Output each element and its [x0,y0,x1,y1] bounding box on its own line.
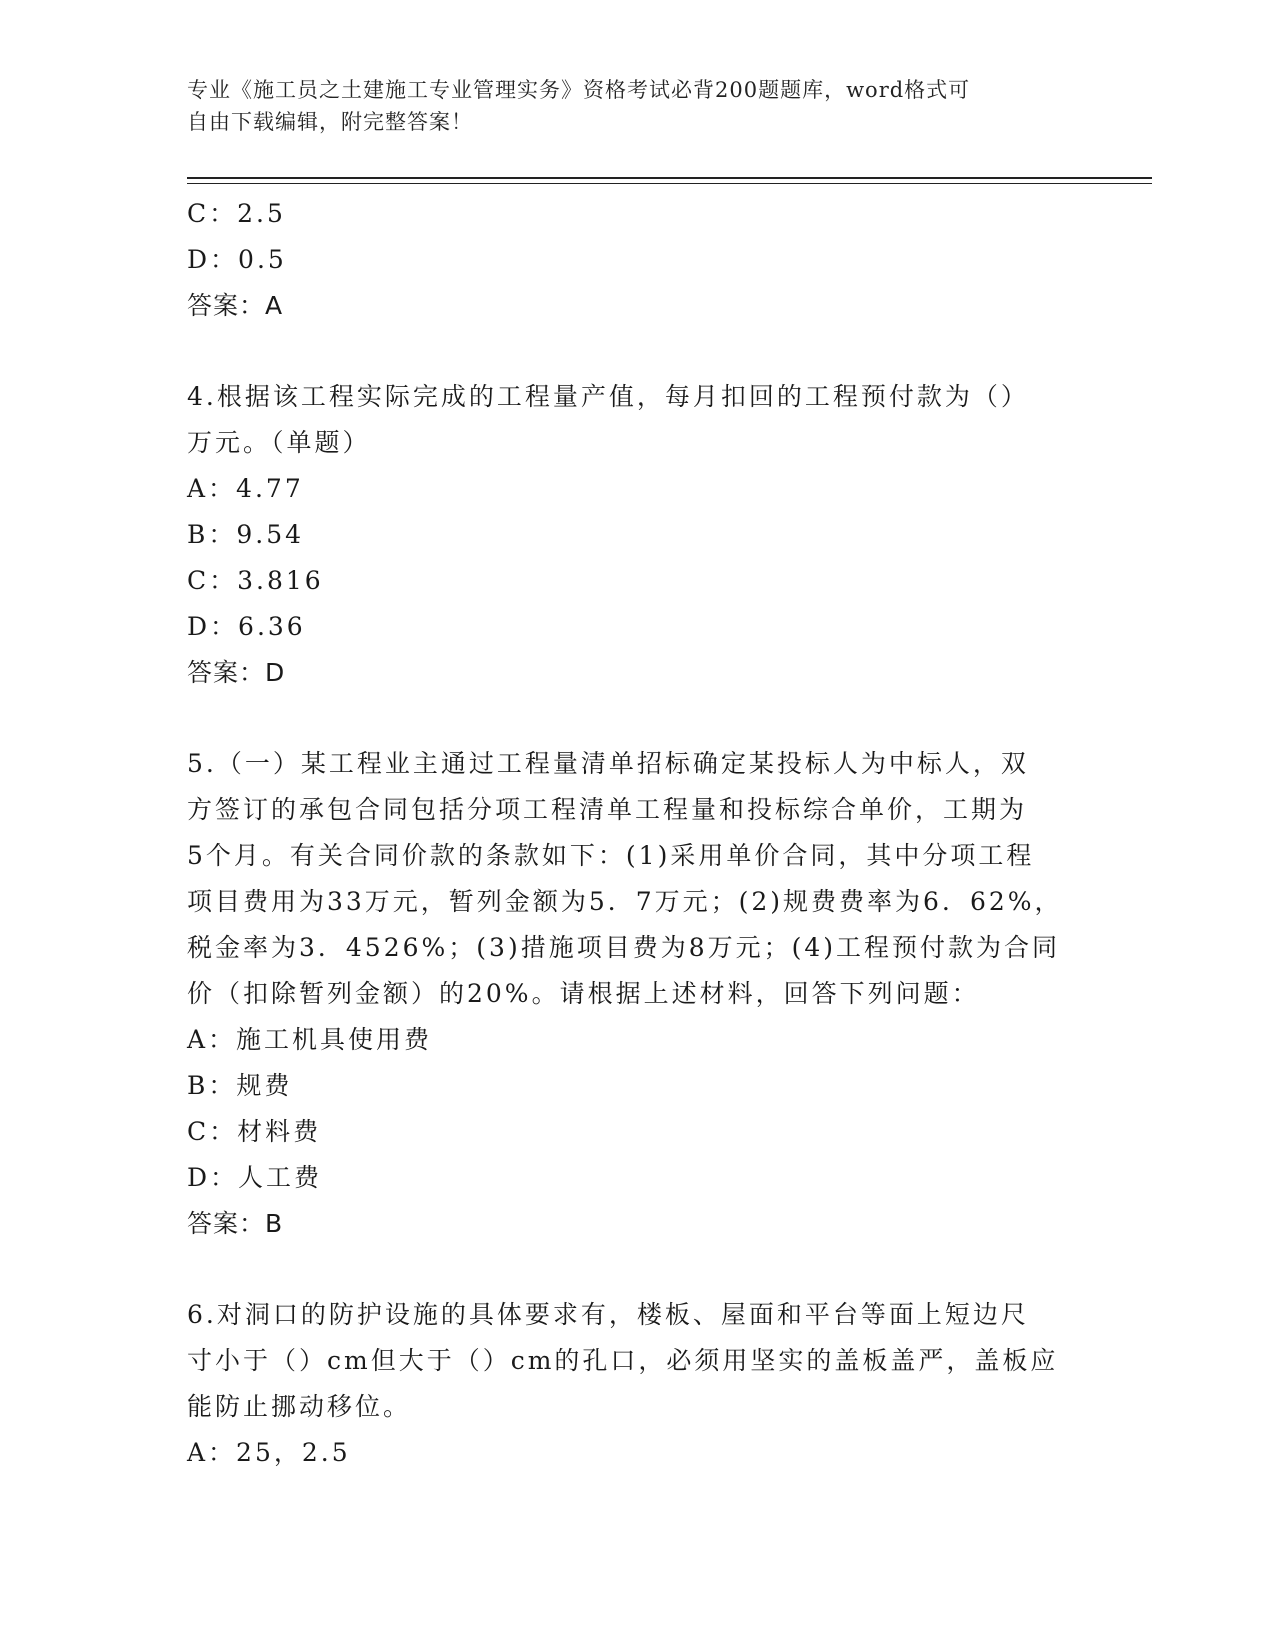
question-stem: 6.对洞口的防护设施的具体要求有，楼板、屋面和平台等面上短边尺 [187,1300,1029,1329]
option-a: A：25，2.5 [187,1438,351,1467]
answer: 答案：B [187,1209,284,1238]
document-header [187,74,1067,138]
option-c: C：3.816 [187,566,324,595]
header-title-line-2: 自由下载编辑，附完整答案！ [187,110,473,134]
question-stem: 寸小于（）cm但大于（）cm的孔口，必须用坚实的盖板盖严，盖板应 [187,1346,1059,1375]
question-stem: 5.（一）某工程业主通过工程量清单招标确定某投标人为中标人，双 [187,749,1029,778]
question-list [187,191,1077,1476]
question-stem: 能防止挪动移位。 [187,1392,412,1421]
question-stem: 万元。（单题） [187,428,371,457]
question-6 [187,1292,1077,1476]
question-stem: 5个月。有关合同价款的条款如下：(1)采用单价合同，其中分项工程 [187,841,1035,870]
option-a: A：施工机具使用费 [187,1025,433,1054]
header-title-line-1: 专业《施工员之土建施工专业管理实务》资格考试必背200题题库，word格式可 [187,78,971,102]
spacer [187,1247,1077,1292]
question-stem: 项目费用为33万元，暂列金额为5．7万元；(2)规费费率为6．62%， [187,887,1063,916]
option-a: A：4.77 [187,474,304,503]
option-b: B：规费 [187,1071,293,1100]
option-b: B：9.54 [187,520,305,549]
question-4 [187,374,1077,696]
answer: 答案：D [187,658,286,687]
answer: 答案：A [187,291,284,320]
question-stem: 税金率为3．4526%；(3)措施项目费为8万元；(4)工程预付款为合同 [187,933,1061,962]
question-stem: 4.根据该工程实际完成的工程量产值，每月扣回的工程预付款为（） [187,382,1029,411]
option-c: C：材料费 [187,1117,322,1146]
option-d: D：6.36 [187,612,306,641]
option-d: D：0.5 [187,245,287,274]
spacer [187,329,1077,374]
question-3-tail [187,191,1077,329]
question-stem: 价（扣除暂列金额）的20%。请根据上述材料，回答下列问题： [187,979,980,1008]
header-divider-thin [187,183,1152,184]
question-stem: 方签订的承包合同包括分项工程清单工程量和投标综合单价，工期为 [187,795,1028,824]
header-divider-thick [187,177,1152,179]
option-d: D：人工费 [187,1163,323,1192]
question-5 [187,741,1077,1247]
option-c: C：2.5 [187,199,286,228]
spacer [187,696,1077,741]
